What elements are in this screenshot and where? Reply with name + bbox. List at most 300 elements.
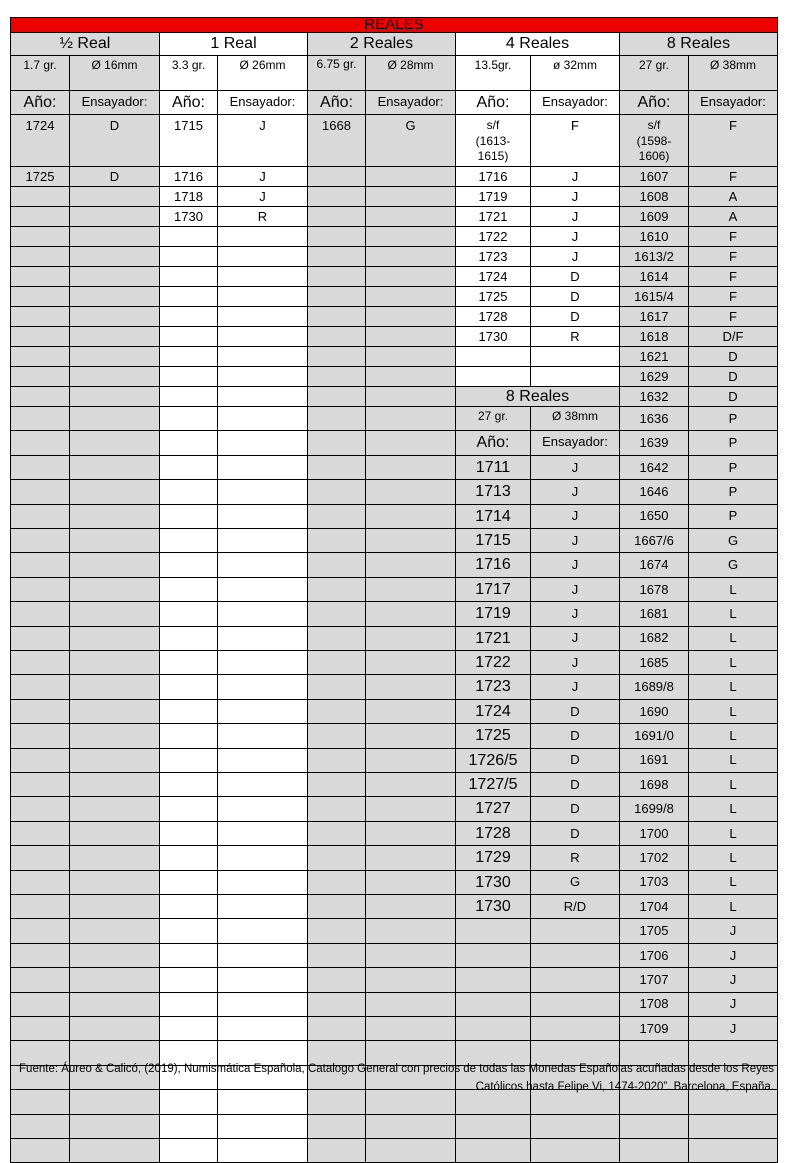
empty-cell: [455, 992, 531, 1017]
empty-cell: [217, 772, 308, 797]
empty-cell: [217, 246, 308, 267]
assayer-cell: D: [530, 266, 620, 287]
diameter-label: Ø 16mm: [69, 55, 160, 91]
empty-cell: [365, 286, 456, 307]
empty-cell: [69, 821, 160, 846]
year-cell: 1642: [619, 455, 689, 480]
year-cell: 1698: [619, 772, 689, 797]
assayer-cell: P: [688, 406, 778, 431]
empty-cell: [365, 430, 456, 455]
empty-cell: [69, 918, 160, 943]
empty-cell: [159, 1016, 218, 1041]
assayer-cell: J: [688, 992, 778, 1017]
diameter-label: Ø 38mm: [530, 406, 620, 431]
assayer-cell: G: [530, 870, 620, 895]
empty-cell: [688, 1138, 778, 1163]
assayer-cell: D: [530, 699, 620, 724]
assayer-cell: J: [530, 674, 620, 699]
weight-label: 27 gr.: [455, 406, 531, 431]
empty-cell: [69, 772, 160, 797]
assayer-label: Ensayador:: [530, 430, 620, 455]
empty-cell: [159, 967, 218, 992]
empty-cell: [10, 504, 70, 529]
year-cell: 1730: [455, 326, 531, 347]
empty-cell: [455, 967, 531, 992]
year-cell: 1705: [619, 918, 689, 943]
empty-cell: [159, 479, 218, 504]
empty-cell: [69, 455, 160, 480]
empty-cell: [217, 870, 308, 895]
empty-cell: [365, 266, 456, 287]
assayer-cell: F: [688, 166, 778, 187]
assayer-cell: J: [530, 552, 620, 577]
empty-cell: [69, 699, 160, 724]
empty-cell: [217, 346, 308, 367]
empty-cell: [69, 246, 160, 267]
assayer-label: Ensayador:: [217, 90, 308, 115]
empty-cell: [159, 552, 218, 577]
empty-cell: [365, 748, 456, 773]
assayer-cell: R: [217, 206, 308, 227]
empty-cell: [455, 346, 531, 367]
empty-cell: [217, 306, 308, 327]
empty-cell: [217, 748, 308, 773]
empty-cell: [365, 943, 456, 968]
empty-cell: [530, 1114, 620, 1139]
year-cell: 1621: [619, 346, 689, 367]
year-cell: 1702: [619, 845, 689, 870]
empty-cell: [307, 894, 366, 919]
year-cell: 1725: [455, 723, 531, 748]
empty-cell: [307, 504, 366, 529]
assayer-cell: F: [688, 266, 778, 287]
assayer-cell: L: [688, 601, 778, 626]
empty-cell: [307, 1016, 366, 1041]
empty-cell: [10, 226, 70, 247]
assayer-cell: D: [688, 366, 778, 387]
empty-cell: [159, 326, 218, 347]
assayer-cell: P: [688, 430, 778, 455]
assayer-cell: L: [688, 674, 778, 699]
year-cell: 1618: [619, 326, 689, 347]
empty-cell: [365, 992, 456, 1017]
empty-cell: [10, 918, 70, 943]
empty-cell: [10, 366, 70, 387]
empty-cell: [217, 723, 308, 748]
empty-cell: [69, 479, 160, 504]
empty-cell: [365, 821, 456, 846]
empty-cell: [217, 430, 308, 455]
empty-cell: [159, 772, 218, 797]
empty-cell: [69, 430, 160, 455]
empty-cell: [69, 552, 160, 577]
assayer-cell: L: [688, 723, 778, 748]
year-cell: 1668: [307, 114, 366, 167]
assayer-cell: R: [530, 845, 620, 870]
empty-cell: [69, 943, 160, 968]
empty-cell: [10, 1016, 70, 1041]
empty-cell: [530, 1138, 620, 1163]
empty-cell: [307, 845, 366, 870]
empty-cell: [10, 479, 70, 504]
empty-cell: [307, 186, 366, 207]
empty-cell: [217, 226, 308, 247]
year-cell: 1682: [619, 626, 689, 651]
year-cell: 1715: [159, 114, 218, 167]
empty-cell: [217, 552, 308, 577]
assayer-label: Ensayador:: [69, 90, 160, 115]
year-cell: 1730: [159, 206, 218, 227]
empty-cell: [159, 455, 218, 480]
empty-cell: [217, 455, 308, 480]
assayer-cell: D: [69, 166, 160, 187]
empty-cell: [455, 1016, 531, 1041]
denomination-header: 2 Reales: [307, 32, 456, 56]
empty-cell: [307, 772, 366, 797]
assayer-cell: F: [688, 246, 778, 267]
denomination-header: 8 Reales: [619, 32, 778, 56]
year-cell: 1719: [455, 186, 531, 207]
assayer-cell: D: [69, 114, 160, 167]
empty-cell: [159, 723, 218, 748]
year-cell: 1713: [455, 479, 531, 504]
empty-cell: [10, 186, 70, 207]
year-cell: 1721: [455, 206, 531, 227]
assayer-cell: L: [688, 821, 778, 846]
empty-cell: [365, 723, 456, 748]
empty-cell: [159, 246, 218, 267]
year-cell: 1607: [619, 166, 689, 187]
assayer-cell: D: [530, 796, 620, 821]
empty-cell: [365, 206, 456, 227]
year-cell: 1706: [619, 943, 689, 968]
empty-cell: [69, 1114, 160, 1139]
empty-cell: [307, 528, 366, 553]
empty-cell: [365, 326, 456, 347]
assayer-cell: P: [688, 504, 778, 529]
assayer-cell: L: [688, 796, 778, 821]
empty-cell: [69, 967, 160, 992]
year-cell: 1728: [455, 821, 531, 846]
assayer-cell: D: [688, 386, 778, 407]
empty-cell: [69, 366, 160, 387]
assayer-cell: P: [688, 455, 778, 480]
empty-cell: [365, 601, 456, 626]
empty-cell: [365, 894, 456, 919]
year-cell: 1691: [619, 748, 689, 773]
year-cell: 1723: [455, 674, 531, 699]
year-cell: 1617: [619, 306, 689, 327]
empty-cell: [10, 577, 70, 602]
assayer-cell: G: [688, 528, 778, 553]
empty-cell: [10, 772, 70, 797]
empty-cell: [365, 577, 456, 602]
year-cell: 1715: [455, 528, 531, 553]
year-cell: 1650: [619, 504, 689, 529]
empty-cell: [365, 626, 456, 651]
empty-cell: [365, 552, 456, 577]
year-cell: 1678: [619, 577, 689, 602]
empty-cell: [619, 1138, 689, 1163]
empty-cell: [10, 266, 70, 287]
empty-cell: [530, 967, 620, 992]
empty-cell: [159, 845, 218, 870]
empty-cell: [307, 206, 366, 227]
assayer-cell: D: [530, 821, 620, 846]
year-label: Año:: [159, 90, 218, 115]
empty-cell: [69, 386, 160, 407]
assayer-cell: D: [530, 772, 620, 797]
empty-cell: [159, 346, 218, 367]
assayer-cell: D/F: [688, 326, 778, 347]
empty-cell: [159, 918, 218, 943]
assayer-cell: L: [688, 650, 778, 675]
empty-cell: [217, 821, 308, 846]
year-cell: 1632: [619, 386, 689, 407]
empty-cell: [10, 1138, 70, 1163]
empty-cell: [159, 306, 218, 327]
empty-cell: [307, 870, 366, 895]
denomination-header: 4 Reales: [455, 32, 620, 56]
year-cell: 1709: [619, 1016, 689, 1041]
assayer-cell: F: [688, 114, 778, 167]
empty-cell: [69, 226, 160, 247]
empty-cell: [307, 430, 366, 455]
diameter-label: Ø 38mm: [688, 55, 778, 91]
empty-cell: [307, 992, 366, 1017]
empty-cell: [10, 992, 70, 1017]
empty-cell: [307, 601, 366, 626]
empty-cell: [69, 674, 160, 699]
year-cell: 1724: [455, 699, 531, 724]
empty-cell: [365, 479, 456, 504]
empty-cell: [217, 1016, 308, 1041]
empty-cell: [365, 650, 456, 675]
empty-cell: [365, 246, 456, 267]
year-cell: 1691/0: [619, 723, 689, 748]
empty-cell: [217, 943, 308, 968]
assayer-cell: J: [530, 626, 620, 651]
year-cell: 1717: [455, 577, 531, 602]
empty-cell: [365, 870, 456, 895]
year-cell: 1730: [455, 870, 531, 895]
empty-cell: [69, 992, 160, 1017]
empty-cell: [365, 1114, 456, 1139]
year-cell: 1730: [455, 894, 531, 919]
year-cell: 1726/5: [455, 748, 531, 773]
assayer-cell: L: [688, 772, 778, 797]
assayer-label: Ensayador:: [365, 90, 456, 115]
empty-cell: [69, 870, 160, 895]
empty-cell: [69, 504, 160, 529]
empty-cell: [69, 406, 160, 431]
empty-cell: [10, 674, 70, 699]
empty-cell: [159, 943, 218, 968]
empty-cell: [10, 346, 70, 367]
assayer-cell: D: [530, 723, 620, 748]
year-cell: 1700: [619, 821, 689, 846]
empty-cell: [307, 326, 366, 347]
empty-cell: [307, 943, 366, 968]
empty-cell: [10, 967, 70, 992]
assayer-cell: A: [688, 186, 778, 207]
assayer-cell: J: [530, 577, 620, 602]
empty-cell: [69, 206, 160, 227]
empty-cell: [10, 601, 70, 626]
empty-cell: [365, 1016, 456, 1041]
assayer-cell: J: [688, 943, 778, 968]
empty-cell: [365, 386, 456, 407]
weight-label: 13.5gr.: [455, 55, 531, 91]
empty-cell: [307, 723, 366, 748]
year-cell: 1681: [619, 601, 689, 626]
empty-cell: [217, 601, 308, 626]
empty-cell: [307, 455, 366, 480]
empty-cell: [69, 650, 160, 675]
year-cell: 1716: [455, 552, 531, 577]
assayer-cell: L: [688, 577, 778, 602]
diameter-label: Ø 28mm: [365, 55, 456, 91]
assayer-cell: J: [217, 186, 308, 207]
empty-cell: [159, 601, 218, 626]
empty-cell: [217, 366, 308, 387]
empty-cell: [10, 943, 70, 968]
year-cell: 1721: [455, 626, 531, 651]
empty-cell: [159, 626, 218, 651]
assayer-cell: J: [530, 186, 620, 207]
empty-cell: [69, 1016, 160, 1041]
assayer-cell: A: [688, 206, 778, 227]
year-cell: 1707: [619, 967, 689, 992]
year-cell: 1714: [455, 504, 531, 529]
year-cell: 1636: [619, 406, 689, 431]
empty-cell: [307, 1138, 366, 1163]
year-cell: 1610: [619, 226, 689, 247]
empty-cell: [365, 1138, 456, 1163]
empty-cell: [307, 552, 366, 577]
empty-cell: [307, 918, 366, 943]
empty-cell: [69, 748, 160, 773]
year-cell: 1690: [619, 699, 689, 724]
empty-cell: [307, 166, 366, 187]
weight-label: 1.7 gr.: [10, 55, 70, 91]
empty-cell: [217, 1138, 308, 1163]
empty-cell: [10, 406, 70, 431]
empty-cell: [159, 894, 218, 919]
assayer-cell: R/D: [530, 894, 620, 919]
weight-label: 27 gr.: [619, 55, 689, 91]
empty-cell: [307, 226, 366, 247]
empty-cell: [69, 1138, 160, 1163]
empty-cell: [159, 699, 218, 724]
assayer-cell: J: [530, 246, 620, 267]
empty-cell: [10, 748, 70, 773]
year-cell: 1646: [619, 479, 689, 504]
assayer-cell: D: [530, 286, 620, 307]
assayer-label: Ensayador:: [530, 90, 620, 115]
empty-cell: [455, 918, 531, 943]
empty-cell: [307, 386, 366, 407]
year-cell: 1724: [455, 266, 531, 287]
year-cell: 1614: [619, 266, 689, 287]
year-cell: 1725: [10, 166, 70, 187]
empty-cell: [530, 346, 620, 367]
empty-cell: [365, 226, 456, 247]
empty-cell: [307, 286, 366, 307]
empty-cell: [307, 650, 366, 675]
empty-cell: [365, 366, 456, 387]
empty-cell: [530, 943, 620, 968]
empty-cell: [307, 577, 366, 602]
empty-cell: [69, 601, 160, 626]
year-cell: 1729: [455, 845, 531, 870]
empty-cell: [307, 748, 366, 773]
year-cell: 1704: [619, 894, 689, 919]
empty-cell: [217, 674, 308, 699]
year-label: Año:: [455, 90, 531, 115]
empty-cell: [69, 286, 160, 307]
empty-cell: [69, 346, 160, 367]
assayer-cell: J: [217, 166, 308, 187]
year-cell: 1727: [455, 796, 531, 821]
source-footnote: Fuente: Áureo & Calicó, (2019), Numismática Española, Catalogo General con precios de todas las Monedas Españolas acuñadas desde los Reyes Católicos hasta Felipe Vi, 1474-2020”. Barcelona, España.: [19, 1063, 774, 1093]
table-title: REALES: [10, 17, 778, 33]
empty-cell: [307, 266, 366, 287]
empty-cell: [455, 366, 531, 387]
empty-cell: [217, 992, 308, 1017]
year-cell: 1725: [455, 286, 531, 307]
empty-cell: [217, 266, 308, 287]
empty-cell: [365, 455, 456, 480]
empty-cell: [10, 326, 70, 347]
assayer-cell: P: [688, 479, 778, 504]
empty-cell: [307, 406, 366, 431]
assayer-cell: J: [530, 479, 620, 504]
empty-cell: [10, 306, 70, 327]
empty-cell: [10, 528, 70, 553]
empty-cell: [159, 266, 218, 287]
year-cell: 1716: [159, 166, 218, 187]
empty-cell: [159, 796, 218, 821]
empty-cell: [307, 796, 366, 821]
assayer-cell: R: [530, 326, 620, 347]
empty-cell: [455, 1138, 531, 1163]
empty-cell: [530, 918, 620, 943]
assayer-cell: F: [688, 226, 778, 247]
empty-cell: [365, 346, 456, 367]
diameter-label: Ø 26mm: [217, 55, 308, 91]
empty-cell: [69, 577, 160, 602]
empty-cell: [365, 166, 456, 187]
year-cell: 1722: [455, 226, 531, 247]
empty-cell: [69, 528, 160, 553]
assayer-label: Ensayador:: [688, 90, 778, 115]
empty-cell: [159, 650, 218, 675]
empty-cell: [530, 1016, 620, 1041]
empty-cell: [10, 430, 70, 455]
empty-cell: [159, 528, 218, 553]
assayer-cell: J: [530, 528, 620, 553]
year-cell: 1613/2: [619, 246, 689, 267]
empty-cell: [217, 528, 308, 553]
assayer-cell: L: [688, 699, 778, 724]
empty-cell: [69, 796, 160, 821]
assayer-cell: F: [530, 114, 620, 167]
assayer-cell: L: [688, 626, 778, 651]
empty-cell: [10, 455, 70, 480]
empty-cell: [159, 748, 218, 773]
year-cell: 1727/5: [455, 772, 531, 797]
